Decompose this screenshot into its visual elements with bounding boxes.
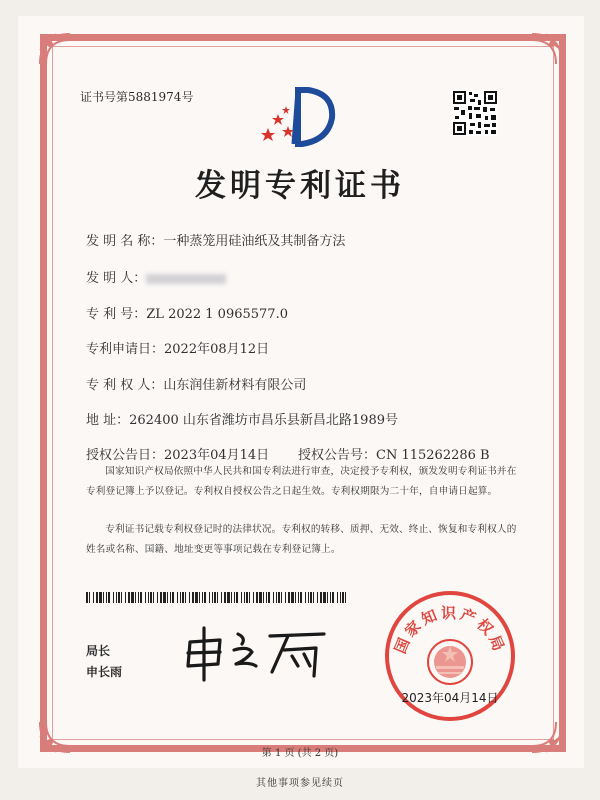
barcode-bar (246, 592, 248, 603)
barcode-bar (170, 592, 171, 603)
barcode-bar (163, 592, 166, 603)
barcode-bar (212, 592, 213, 603)
patentee-row (86, 374, 306, 393)
legal-status-paragraph: 专利证书记载专利权登记时的法律状况。专利权的转移、质押、无效、终止、恢复和专利权人的姓名或名称、国籍、地址变更等事项记载在专利登记簿上。 (86, 524, 517, 555)
barcode-bar (192, 592, 194, 603)
grant-number-value: CN 115262286 B (376, 448, 490, 463)
barcode-bar (300, 592, 302, 603)
barcode-bar (148, 592, 149, 603)
invention-name-label: 发 明 名 称： (86, 234, 164, 249)
barcode-bar (180, 592, 181, 603)
barcode-bar (185, 592, 186, 603)
barcode-bar (298, 592, 299, 603)
barcode-bar (121, 592, 122, 603)
barcode-bar (256, 592, 258, 603)
barcode-icon (86, 592, 348, 603)
certificate-title: 发明专利证书 (195, 168, 405, 204)
barcode-bar (150, 592, 152, 603)
grant-date-row (86, 444, 269, 463)
barcode-bar (99, 592, 102, 603)
barcode-bar (330, 592, 331, 603)
barcode-bar (145, 592, 146, 603)
barcode-bar (332, 592, 334, 603)
barcode-bar (249, 592, 250, 603)
barcode-bar (118, 592, 120, 603)
filing-date-label: 专利申请日： (86, 342, 165, 357)
barcode-bar (189, 592, 190, 603)
barcode-bar (236, 592, 238, 603)
barcode-bar (266, 592, 267, 603)
barcode-bar (160, 592, 162, 603)
barcode-bar (337, 592, 338, 603)
director-name: 申长雨 (86, 665, 123, 679)
barcode-bar (273, 592, 274, 603)
barcode-bar (288, 592, 290, 603)
barcode-bar (93, 592, 94, 603)
barcode-bar (195, 592, 198, 603)
address-value: 262400 山东省潍坊市昌乐县新昌北路1989号 (129, 413, 398, 428)
barcode-bar (182, 592, 184, 603)
barcode-bar (313, 592, 314, 603)
barcode-bar (276, 592, 277, 603)
qr-code-icon (452, 90, 498, 136)
director-signature-icon (176, 620, 336, 684)
certificate-number: 证书号第5881974号 (80, 90, 194, 104)
barcode-bar (116, 592, 117, 603)
patent-number-label: 专 利 号： (86, 307, 147, 322)
barcode-bar (308, 592, 309, 603)
inventor-redacted (146, 274, 226, 284)
grant-number-row (298, 444, 490, 463)
barcode-bar (342, 592, 344, 603)
grant-number-label: 授权公告号： (298, 448, 377, 463)
barcode-bar (172, 592, 174, 603)
barcode-bar (96, 592, 98, 603)
barcode-bar (320, 592, 322, 603)
barcode-bar (177, 592, 178, 603)
corner-ornament-top-left (36, 30, 74, 68)
barcode-bar (138, 592, 139, 603)
barcode-bar (224, 592, 226, 603)
seal-text: 国家知识产权局 (391, 604, 509, 657)
official-seal-icon (384, 590, 516, 722)
barcode-bar (209, 592, 210, 603)
barcode-bar (310, 592, 312, 603)
barcode-bar (241, 592, 242, 603)
seal-date: 2023年04月14日 (401, 691, 499, 705)
barcode-bar (263, 592, 264, 603)
footer-note: 其他事项参见续页 (256, 778, 344, 789)
barcode-bar (128, 592, 130, 603)
barcode-bar (204, 592, 206, 603)
barcode-bar (89, 592, 90, 603)
barcode-bar (295, 592, 296, 603)
patentee-label: 专 利 权 人： (86, 378, 164, 393)
invention-name-row (86, 230, 345, 249)
barcode-bar (86, 592, 88, 603)
barcode-bar (106, 592, 107, 603)
barcode-bar (259, 592, 262, 603)
barcode-bar (217, 592, 218, 603)
barcode-bar (135, 592, 136, 603)
grant-statement-paragraph: 国家知识产权局依照中华人民共和国专利法进行审查，决定授予专利权，颁发发明专利证书并在专利登记簿上予以登记。专利权自授权公告之日起生效。专利权期限为二十年，自申请日起算。 (86, 466, 517, 497)
barcode-bar (278, 592, 280, 603)
barcode-bar (244, 592, 245, 603)
patent-number-row (86, 303, 288, 322)
barcode-bar (340, 592, 341, 603)
inventor-row (86, 267, 226, 286)
page-indicator: 第 1 页 (共 2 页) (261, 748, 339, 759)
barcode-bar (199, 592, 200, 603)
barcode-bar (125, 592, 126, 603)
corner-ornament-top-right (528, 30, 566, 68)
address-row (86, 409, 398, 428)
patent-number-value: ZL 2022 1 0965577.0 (146, 307, 288, 322)
filing-date-value: 2022年08月12日 (164, 342, 270, 357)
barcode-bar (268, 592, 270, 603)
grant-date-label: 授权公告日： (86, 448, 165, 463)
barcode-bar (153, 592, 154, 603)
barcode-bar (214, 592, 216, 603)
barcode-bar (281, 592, 282, 603)
barcode-bar (317, 592, 318, 603)
barcode-bar (323, 592, 326, 603)
barcode-bar (234, 592, 235, 603)
cnipa-logo-icon (258, 84, 342, 152)
grant-date-value: 2023年04月14日 (164, 448, 270, 463)
director-title: 局长 (86, 644, 111, 658)
barcode-bar (291, 592, 294, 603)
barcode-bar (285, 592, 286, 603)
barcode-bar (202, 592, 203, 603)
barcode-bar (167, 592, 168, 603)
barcode-bar (227, 592, 230, 603)
barcode-bar (345, 592, 346, 603)
barcode-bar (327, 592, 328, 603)
patentee-value: 山东润佳新材料有限公司 (163, 378, 307, 393)
inventor-label: 发 明 人： (86, 271, 147, 286)
filing-date-row (86, 338, 269, 357)
barcode-bar (113, 592, 114, 603)
invention-name-value: 一种蒸笼用硅油纸及其制备方法 (163, 234, 346, 249)
barcode-bar (103, 592, 104, 603)
barcode-bar (231, 592, 232, 603)
barcode-bar (305, 592, 306, 603)
barcode-bar (131, 592, 134, 603)
barcode-bar (221, 592, 222, 603)
barcode-bar (157, 592, 158, 603)
barcode-bar (253, 592, 254, 603)
barcode-bar (108, 592, 110, 603)
address-label: 地 址： (86, 413, 130, 428)
barcode-bar (140, 592, 142, 603)
